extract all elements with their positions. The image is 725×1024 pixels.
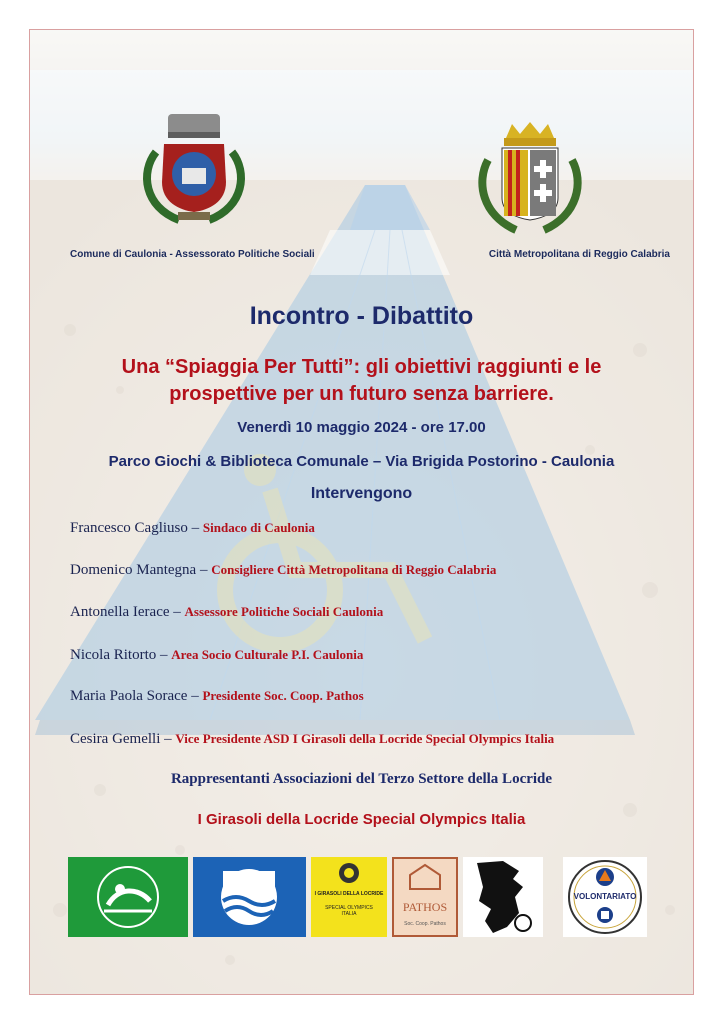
speaker-separator: – — [199, 562, 208, 578]
girasoli-text-1: I GIRASOLI DELLA LOCRIDE — [314, 891, 384, 897]
speaker-name: Maria Paola Sorace — [70, 688, 188, 704]
pathos-house-icon — [394, 859, 456, 895]
event-subtitle-line2: prospettive per un futuro senza barriere. — [169, 383, 554, 405]
speakers-heading: Intervengono — [310, 485, 413, 502]
girasoli-logo — [311, 857, 387, 937]
caulonia-crest-icon — [134, 112, 254, 232]
speaker-role: Assessore Politiche Sociali Caulonia — [184, 604, 384, 619]
speaker-6 — [70, 731, 554, 748]
green-flag-logo — [68, 857, 188, 937]
event-subtitle-line1: Una “Spiaggia Per Tutti”: gli obiettivi raggiunti e le — [121, 356, 602, 378]
pathos-text: PATHOS — [402, 900, 448, 914]
speaker-name: Francesco Cagliuso — [70, 520, 188, 536]
speaker-separator: – — [191, 520, 200, 536]
page-border — [29, 29, 694, 995]
girasoli-text-2: SPECIAL OLYMPICS — [325, 905, 373, 911]
speaker-role: Presidente Soc. Coop. Pathos — [202, 688, 364, 703]
speaker-name: Nicola Ritorto — [70, 647, 157, 663]
pathos-logo — [392, 857, 458, 937]
speaker-role: Area Socio Culturale P.I. Caulonia — [171, 647, 364, 662]
volontariato-text: VOLONTARIATO — [573, 892, 637, 901]
event-venue: Parco Giochi & Biblioteca Comunale – Via Brigida Postorino - Caulonia — [108, 453, 615, 470]
speaker-separator: – — [160, 647, 168, 663]
blue-flag-logo — [193, 857, 306, 937]
girasoli-text-3: ITALIA — [341, 911, 357, 917]
speaker-separator: – — [173, 604, 181, 620]
speaker-name: Domenico Mantegna — [70, 562, 197, 578]
speaker-1 — [70, 520, 315, 537]
minerva-logo — [463, 857, 543, 937]
blue-flag-icon — [193, 857, 306, 937]
event-title: Incontro - Dibattito — [249, 302, 474, 330]
representatives-line: Rappresentanti Associazioni del Terzo Settore della Locride — [170, 771, 553, 787]
green-flag-icon — [68, 857, 188, 937]
speaker-name: Antonella Ierace — [70, 604, 170, 620]
event-date: Venerdì 10 maggio 2024 - ore 17.00 — [237, 419, 486, 436]
association-line: I Girasoli della Locride Special Olympics Italia — [197, 811, 526, 828]
speaker-role: Consigliere Città Metropolitana di Reggio Calabria — [211, 562, 497, 577]
minerva-head-icon — [463, 857, 543, 937]
volontariato-logo — [563, 857, 647, 937]
speaker-separator: – — [191, 688, 199, 704]
girasoli-icon — [311, 857, 387, 887]
speaker-separator: – — [164, 731, 172, 747]
speaker-4 — [70, 647, 363, 664]
reggio-calabria-crest-icon — [474, 120, 586, 238]
speaker-2 — [70, 562, 496, 579]
speaker-5 — [70, 688, 364, 705]
speaker-role: Sindaco di Caulonia — [202, 520, 315, 535]
speaker-name: Cesira Gemelli — [70, 731, 161, 747]
caulonia-label: Comune di Caulonia - Assessorato Politiche Sociali — [70, 249, 315, 260]
reggio-label: Città Metropolitana di Reggio Calabria — [488, 249, 670, 260]
speaker-3 — [70, 604, 383, 621]
pathos-sub: Soc. Coop. Pathos — [404, 921, 446, 927]
speaker-role: Vice Presidente ASD I Girasoli della Locride Special Olympics Italia — [175, 731, 555, 746]
